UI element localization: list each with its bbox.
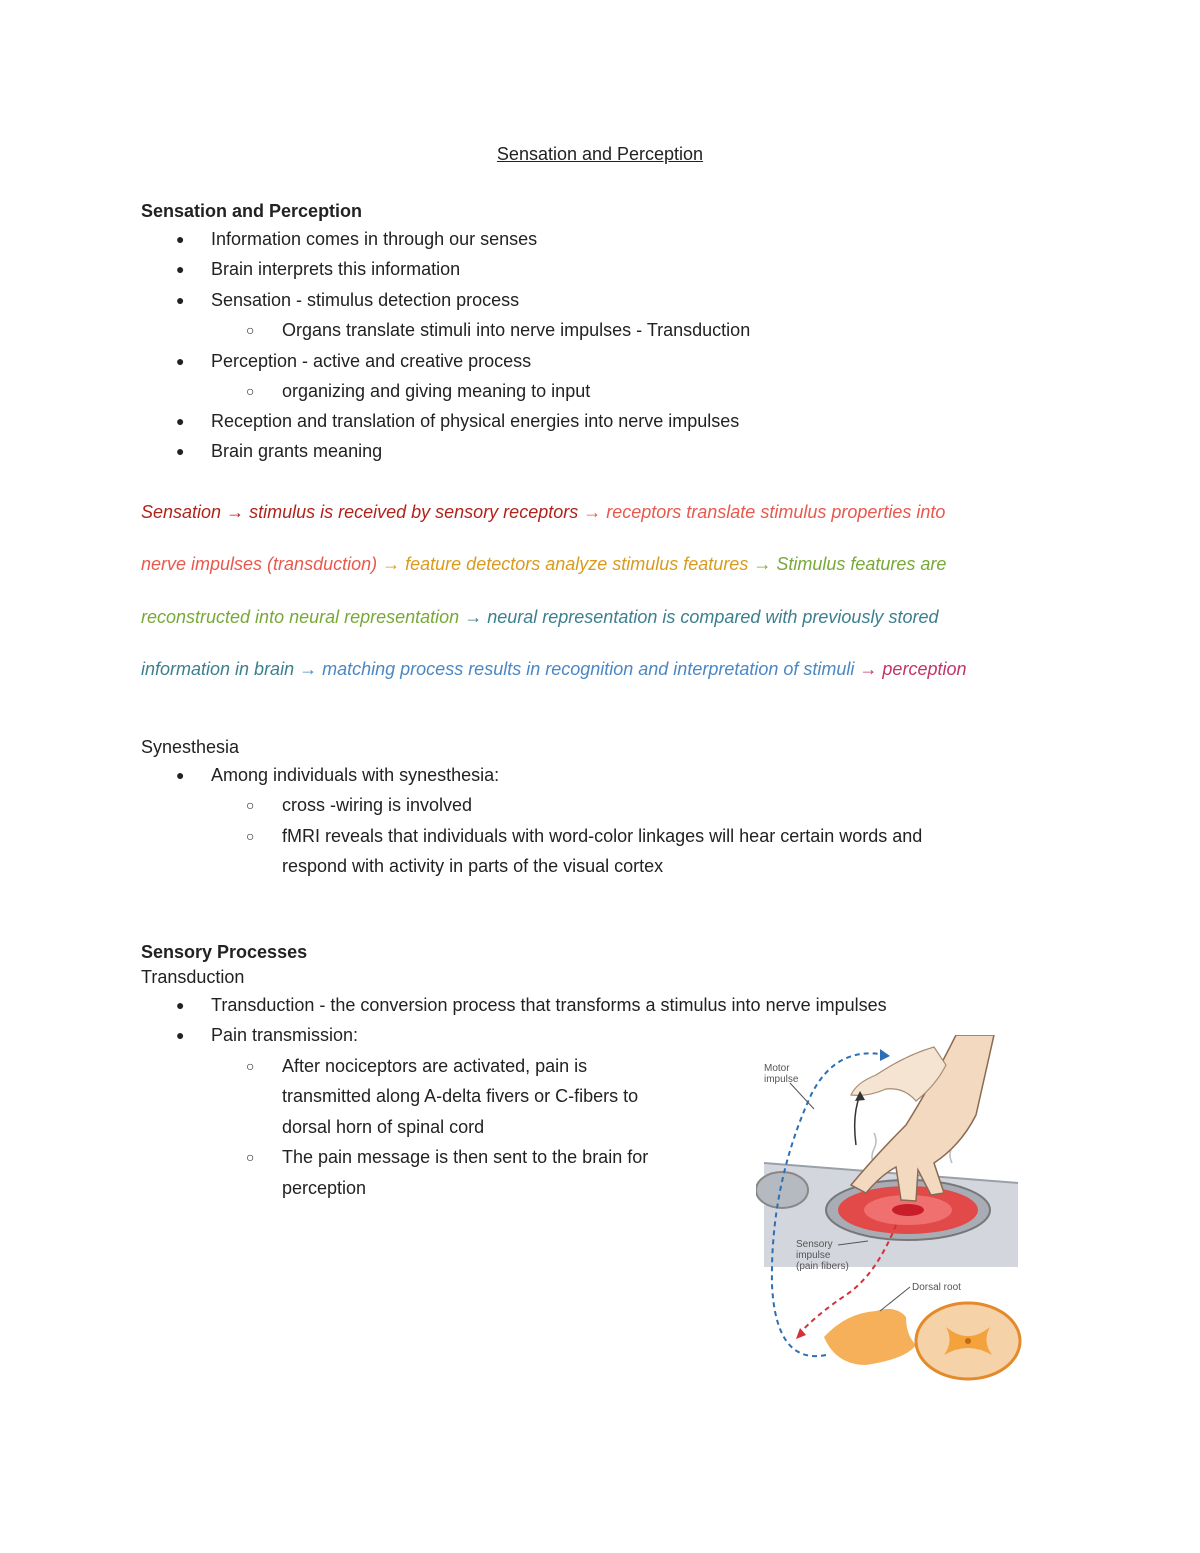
label-sensory-line2: impulse: [796, 1250, 831, 1261]
flow-step: Stimulus features are: [776, 554, 947, 574]
flow-step: stimulus is received by sensory receptors: [249, 502, 579, 522]
list-item: cross -wiring is involved: [282, 795, 473, 815]
list-item: Brain grants meaning: [211, 441, 383, 461]
flow-step: perception: [882, 659, 967, 679]
circle-bullet-icon: ○: [246, 828, 255, 844]
arrow-icon: →: [583, 502, 602, 522]
bullet-icon: ●: [176, 1027, 185, 1043]
flow-step: reconstructed into neural representation: [141, 607, 460, 627]
bullet-icon: ●: [176, 261, 185, 277]
list-item-continuation: dorsal horn of spinal cord: [282, 1117, 485, 1137]
burner-center: [892, 1204, 924, 1216]
arrow-icon: →: [753, 554, 772, 574]
list-item: Among individuals with synesthesia:: [211, 765, 500, 785]
motor-arrowhead-icon: [880, 1049, 890, 1061]
flow-line-3: [141, 605, 1071, 629]
label-motor-line2: impulse: [764, 1074, 799, 1085]
list-item-continuation: transmitted along A-delta fivers or C-fibers to: [282, 1086, 639, 1106]
subheading-transduction: Transduction: [141, 967, 245, 987]
list-item: Transduction - the conversion process that transforms a stimulus into nerve impulses: [211, 995, 887, 1015]
list-item-continuation: respond with activity in parts of the visual cortex: [282, 856, 664, 876]
arrow-icon: →: [299, 659, 318, 679]
section-heading-sensory-processes: Sensory Processes: [141, 942, 308, 962]
circle-bullet-icon: ○: [246, 1058, 255, 1074]
flow-step: matching process results in recognition and interpretation of stimuli: [322, 659, 855, 679]
flow-step: feature detectors analyze stimulus features: [405, 554, 749, 574]
circle-bullet-icon: ○: [246, 322, 255, 338]
pain-reflex-illustration: [756, 1035, 1022, 1387]
circle-bullet-icon: ○: [246, 797, 255, 813]
central-canal: [965, 1338, 971, 1344]
label-dorsal-root: Dorsal root: [912, 1282, 961, 1293]
section-heading-synesthesia: Synesthesia: [141, 737, 240, 757]
arrow-icon: →: [859, 659, 878, 679]
list-item: Reception and translation of physical energies into nerve impulses: [211, 411, 740, 431]
bullet-icon: ●: [176, 292, 185, 308]
list-item: fMRI reveals that individuals with word-color linkages will hear certain words and: [282, 826, 923, 846]
document-title: Sensation and Perception: [496, 144, 704, 164]
list-item: organizing and giving meaning to input: [282, 381, 591, 401]
flow-line-2: [141, 552, 1071, 576]
flow-step: neural representation is compared with previously stored: [487, 607, 939, 627]
label-leader-line: [880, 1287, 910, 1311]
circle-bullet-icon: ○: [246, 1149, 255, 1165]
bullet-icon: ●: [176, 997, 185, 1013]
bullet-icon: ●: [176, 231, 185, 247]
list-item: The pain message is then sent to the brain for: [282, 1147, 649, 1167]
list-item: Organs translate stimuli into nerve impulses - Transduction: [282, 320, 751, 340]
arrow-icon: →: [226, 502, 245, 522]
bullet-icon: ●: [176, 767, 185, 783]
list-item: Perception - active and creative process: [211, 351, 532, 371]
dorsal-root-nerve: [824, 1309, 916, 1365]
flow-line-1: [141, 500, 1071, 524]
circle-bullet-icon: ○: [246, 383, 255, 399]
flow-step: nerve impulses (transduction): [141, 554, 378, 574]
list-item: After nociceptors are activated, pain is: [282, 1056, 588, 1076]
list-item-continuation: perception: [282, 1178, 367, 1198]
flow-step: Sensation: [141, 502, 222, 522]
withdrawal-arrow: [855, 1095, 860, 1145]
flow-step: receptors translate stimulus properties into: [606, 502, 946, 522]
sensory-arrowhead-icon: [796, 1328, 806, 1339]
flow-step: information in brain: [141, 659, 295, 679]
arrow-icon: →: [382, 554, 401, 574]
bullet-icon: ●: [176, 413, 185, 429]
list-item: Information comes in through our senses: [211, 229, 538, 249]
bullet-icon: ●: [176, 353, 185, 369]
flow-line-4: [141, 657, 1071, 681]
label-motor-line1: Motor: [764, 1063, 790, 1074]
pain-reflex-svg: [756, 1035, 1022, 1387]
arrow-icon: →: [464, 607, 483, 627]
list-item: Pain transmission:: [211, 1025, 359, 1045]
list-item: Brain interprets this information: [211, 259, 461, 279]
label-sensory-line3: (pain fibers): [796, 1261, 849, 1272]
section-heading-sensation: Sensation and Perception: [141, 201, 363, 221]
bullet-icon: ●: [176, 443, 185, 459]
label-sensory-line1: Sensory: [796, 1239, 833, 1250]
list-item: Sensation - stimulus detection process: [211, 290, 520, 310]
